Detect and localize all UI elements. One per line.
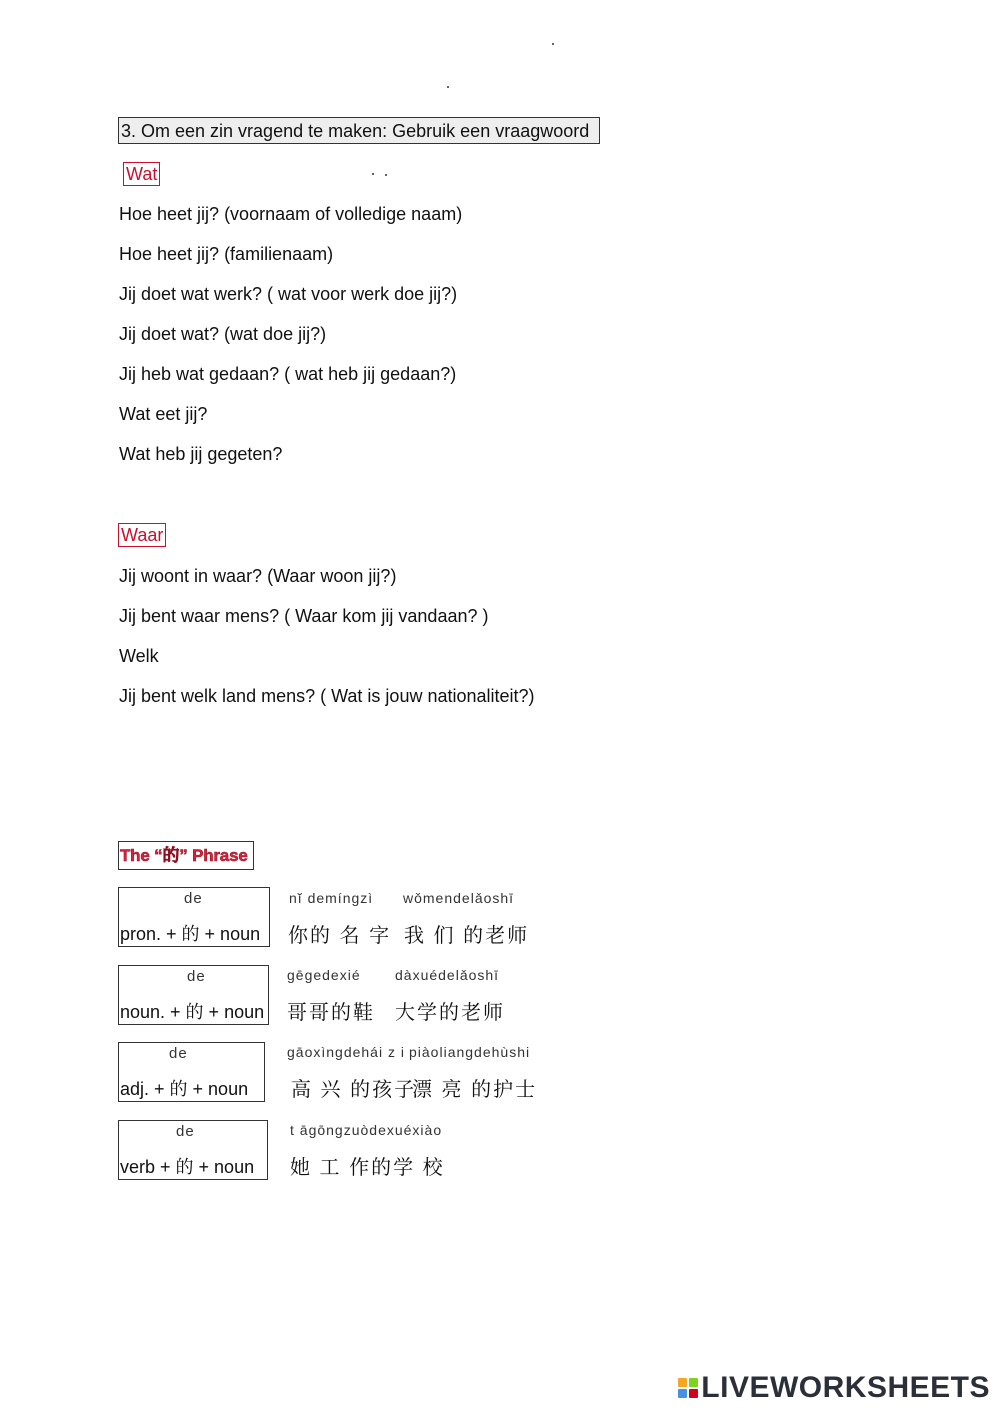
pattern-formula: pron. + 的 + noun xyxy=(120,924,261,944)
pattern-box-pron xyxy=(118,887,270,947)
pattern-de-pinyin: de xyxy=(187,968,206,985)
pattern-de-pinyin: de xyxy=(169,1045,188,1062)
wat-line: Wat heb jij gegeten? xyxy=(119,444,283,464)
example-hanzi: 你的 名 字 xyxy=(288,925,392,947)
pattern-box-verb xyxy=(118,1120,268,1180)
pattern-formula: adj. + 的 + noun xyxy=(120,1079,249,1099)
example-hanzi: 大学的老师 xyxy=(395,1002,505,1024)
example-hanzi: 漂 亮 的护士 xyxy=(412,1079,538,1101)
stray-dot xyxy=(372,173,374,175)
example-pinyin: gēgedexié xyxy=(287,967,361,983)
stray-dot xyxy=(552,43,554,45)
waar-line: Jij woont in waar? (Waar woon jij?) xyxy=(119,566,397,586)
wat-line: Jij heb wat gedaan? ( wat heb jij gedaan?) xyxy=(119,364,457,384)
wat-line: Hoe heet jij? (familienaam) xyxy=(119,244,334,264)
example-pinyin: wǒmendelǎoshī xyxy=(403,890,515,906)
example-pinyin: nĭ demíngzì xyxy=(289,890,374,906)
waar-label: Waar xyxy=(118,523,166,547)
stray-dot xyxy=(447,86,449,88)
stray-dot xyxy=(385,174,387,176)
example-pinyin: dàxuédelǎoshī xyxy=(395,967,500,983)
brand-name: LIVEWORKSHEETS xyxy=(701,1371,990,1404)
liveworksheets-logo xyxy=(678,1371,990,1405)
wat-label: Wat xyxy=(123,162,160,186)
section-heading: 3. Om een zin vragend te maken: Gebruik een vraagwoord xyxy=(118,117,600,144)
example-hanzi: 她 工 作的学 校 xyxy=(290,1157,445,1179)
pattern-formula: noun. + 的 + noun xyxy=(120,1002,265,1022)
pattern-de-pinyin: de xyxy=(184,890,203,907)
example-hanzi: 高 兴 的孩子 xyxy=(291,1079,417,1101)
example-hanzi: 我 们 的老师 xyxy=(404,925,530,947)
waar-line: Jij bent welk land mens? ( Wat is jouw nationaliteit?) xyxy=(119,686,535,706)
waar-line: Welk xyxy=(119,646,159,666)
wat-line: Jij doet wat werk? ( wat voor werk doe jij?) xyxy=(119,284,458,304)
example-hanzi: 哥哥的鞋 xyxy=(287,1002,375,1024)
wat-line: Wat eet jij? xyxy=(119,404,208,424)
pattern-box-noun xyxy=(118,965,269,1025)
waar-line: Jij bent waar mens? ( Waar kom jij vandaan? ) xyxy=(119,606,489,626)
example-pinyin: gāoxìngdehái z i xyxy=(287,1044,405,1060)
pattern-formula: verb + 的 + noun xyxy=(120,1157,255,1177)
phrase-title: The “的” Phrase xyxy=(118,841,254,870)
wat-line: Hoe heet jij? (voornaam of volledige naam) xyxy=(119,204,463,224)
pattern-box-adj xyxy=(118,1042,265,1102)
example-pinyin: t āgōngzuòdexuéxiào xyxy=(290,1122,443,1138)
logo-grid-icon xyxy=(678,1378,698,1398)
wat-line: Jij doet wat? (wat doe jij?) xyxy=(119,324,327,344)
example-pinyin: piàoliangdehùshi xyxy=(409,1044,531,1060)
pattern-de-pinyin: de xyxy=(176,1123,195,1140)
